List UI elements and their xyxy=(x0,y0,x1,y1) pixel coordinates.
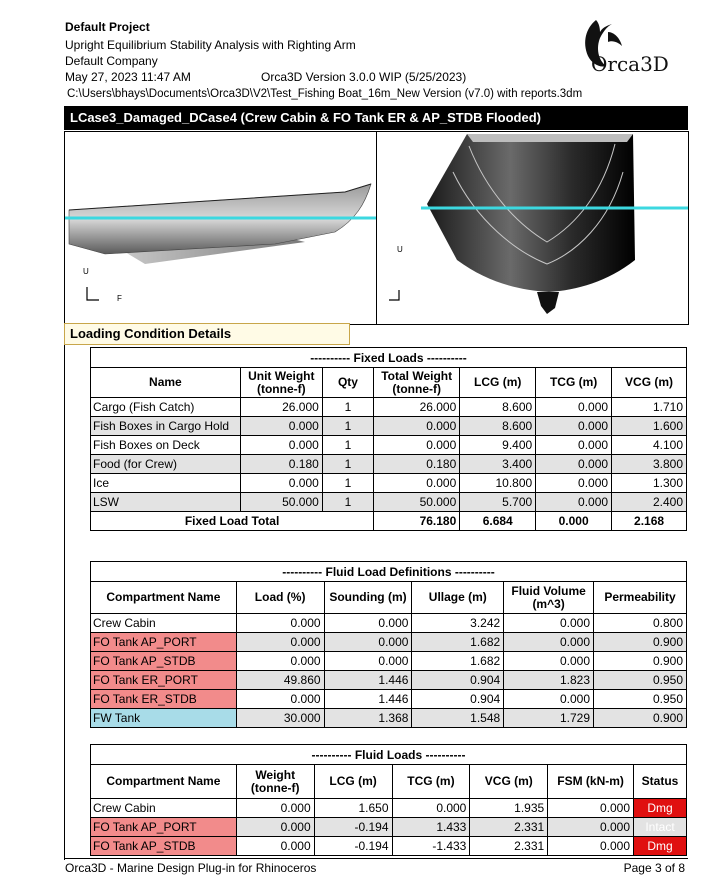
table-cell: 1.682 xyxy=(412,652,504,671)
table-cell: 2.400 xyxy=(612,493,687,512)
load-name: Fish Boxes in Cargo Hold xyxy=(91,417,241,436)
column-header: Ullage (m) xyxy=(412,582,504,614)
table-cell: -0.194 xyxy=(314,818,392,837)
compartment-name: FO Tank AP_PORT xyxy=(91,818,237,837)
table-cell: 0.000 xyxy=(236,690,324,709)
table-row xyxy=(91,436,687,455)
table-cell: 1.650 xyxy=(314,799,392,818)
column-header: Unit Weight (tonne-f) xyxy=(240,368,322,398)
table-cell: 1 xyxy=(322,474,373,493)
analysis-title: Upright Equilibrium Stability Analysis with Righting Arm xyxy=(65,38,356,52)
table-row xyxy=(91,493,687,512)
up-axis-label: U xyxy=(83,267,89,276)
table-row xyxy=(91,818,687,837)
footer-left: Orca3D - Marine Design Plug-in for Rhinoceros xyxy=(65,861,317,875)
column-header: LCG (m) xyxy=(460,368,536,398)
table-row xyxy=(91,799,687,818)
table-row xyxy=(91,614,687,633)
table-cell: 0.000 xyxy=(536,493,612,512)
table-cell: 10.800 xyxy=(460,474,536,493)
axis-icon xyxy=(389,290,399,300)
table-cell: 0.180 xyxy=(374,455,460,474)
column-header: Compartment Name xyxy=(91,765,237,799)
table-cell: 0.000 xyxy=(392,799,470,818)
compartment-name: Crew Cabin xyxy=(91,799,237,818)
table-cell: 9.400 xyxy=(460,436,536,455)
table-cell: 50.000 xyxy=(240,493,322,512)
table-cell: 0.000 xyxy=(374,436,460,455)
compartment-name: FO Tank ER_STDB xyxy=(91,690,237,709)
table-cell: 0.000 xyxy=(236,652,324,671)
axis-icon xyxy=(87,287,99,300)
column-header: FSM (kN-m) xyxy=(548,765,634,799)
table-cell: 0.904 xyxy=(412,671,504,690)
footer-rule xyxy=(64,858,688,859)
table-cell: 0.000 xyxy=(236,614,324,633)
table-cell: 8.600 xyxy=(460,398,536,417)
table-row xyxy=(91,474,687,493)
table-cell: 1.300 xyxy=(612,474,687,493)
fluid-definitions-title: ---------- Fluid Load Definitions ---------- xyxy=(91,562,687,582)
total-lcg: 6.684 xyxy=(460,512,536,531)
table-cell: 1 xyxy=(322,455,373,474)
table-cell: 8.600 xyxy=(460,417,536,436)
table-cell: 50.000 xyxy=(374,493,460,512)
table-cell: 26.000 xyxy=(240,398,322,417)
table-cell: 0.000 xyxy=(536,398,612,417)
table-cell: 0.180 xyxy=(240,455,322,474)
table-cell: 2.331 xyxy=(470,818,548,837)
fixed-loads-title: ---------- Fixed Loads ---------- xyxy=(91,348,687,368)
load-name: Fish Boxes on Deck xyxy=(91,436,241,455)
table-cell: -0.194 xyxy=(314,837,392,856)
table-cell: 0.000 xyxy=(374,474,460,493)
table-row xyxy=(91,398,687,417)
table-cell: 1 xyxy=(322,417,373,436)
total-label: Fixed Load Total xyxy=(91,512,374,531)
column-header: VCG (m) xyxy=(612,368,687,398)
column-header: LCG (m) xyxy=(314,765,392,799)
table-cell: 0.000 xyxy=(324,614,412,633)
section-rule xyxy=(64,345,65,860)
table-cell: 0.000 xyxy=(504,690,594,709)
compartment-name: Crew Cabin xyxy=(91,614,237,633)
project-name: Default Project xyxy=(65,20,150,34)
table-row xyxy=(91,417,687,436)
table-cell: 0.000 xyxy=(548,799,634,818)
table-cell: 30.000 xyxy=(236,709,324,728)
table-cell: 49.860 xyxy=(236,671,324,690)
section-title: Loading Condition Details xyxy=(64,323,350,345)
table-row xyxy=(91,633,687,652)
software-version: Orca3D Version 3.0.0 WIP (5/25/2023) xyxy=(261,70,467,84)
table-cell: -1.433 xyxy=(392,837,470,856)
column-header: Load (%) xyxy=(236,582,324,614)
column-header: VCG (m) xyxy=(470,765,548,799)
table-cell: 0.000 xyxy=(536,455,612,474)
status-badge: Intact xyxy=(634,818,687,837)
table-cell: 0.950 xyxy=(594,671,687,690)
column-header: Qty xyxy=(322,368,373,398)
column-header: Sounding (m) xyxy=(324,582,412,614)
status-badge: Dmg xyxy=(634,799,687,818)
column-header: Compartment Name xyxy=(91,582,237,614)
column-header: Permeability xyxy=(594,582,687,614)
company-name: Default Company xyxy=(65,54,158,68)
table-cell: 1.433 xyxy=(392,818,470,837)
table-cell: 2.331 xyxy=(470,837,548,856)
table-cell: 0.000 xyxy=(236,837,314,856)
compartment-name: FO Tank AP_STDB xyxy=(91,652,237,671)
table-cell: 3.242 xyxy=(412,614,504,633)
compartment-name: FO Tank AP_PORT xyxy=(91,633,237,652)
table-cell: 0.000 xyxy=(236,799,314,818)
load-name: LSW xyxy=(91,493,241,512)
table-cell: 0.000 xyxy=(324,633,412,652)
table-cell: 0.900 xyxy=(594,633,687,652)
hull-section xyxy=(427,134,635,292)
table-cell: 0.000 xyxy=(536,417,612,436)
up-axis-label: U xyxy=(397,245,403,254)
column-header: Weight (tonne-f) xyxy=(236,765,314,799)
table-cell: 1 xyxy=(322,436,373,455)
table-cell: 0.000 xyxy=(374,417,460,436)
table-cell: 26.000 xyxy=(374,398,460,417)
table-cell: 0.950 xyxy=(594,690,687,709)
table-cell: 1.682 xyxy=(412,633,504,652)
column-header: TCG (m) xyxy=(536,368,612,398)
column-header: TCG (m) xyxy=(392,765,470,799)
table-cell: 0.000 xyxy=(236,633,324,652)
table-cell: 3.400 xyxy=(460,455,536,474)
table-cell: 1.935 xyxy=(470,799,548,818)
case-title-banner: LCase3_Damaged_DCase4 (Crew Cabin & FO Tank ER & AP_STDB Flooded) xyxy=(64,106,688,130)
table-cell: 5.700 xyxy=(460,493,536,512)
table-cell: 0.900 xyxy=(594,709,687,728)
table-cell: 0.000 xyxy=(504,614,594,633)
table-cell: 0.800 xyxy=(594,614,687,633)
status-badge: Dmg xyxy=(634,837,687,856)
table-cell: 0.000 xyxy=(548,837,634,856)
table-row xyxy=(91,690,687,709)
table-row xyxy=(91,455,687,474)
table-cell: 0.000 xyxy=(548,818,634,837)
table-cell: 1.548 xyxy=(412,709,504,728)
fluid-loads-title: ---------- Fluid Loads ---------- xyxy=(91,745,687,765)
fluid-loads-table xyxy=(90,744,687,856)
table-cell: 0.000 xyxy=(324,652,412,671)
table-row xyxy=(91,671,687,690)
load-name: Cargo (Fish Catch) xyxy=(91,398,241,417)
table-cell: 3.800 xyxy=(612,455,687,474)
logo-text: Orca3D xyxy=(591,52,669,76)
table-cell: 1.600 xyxy=(612,417,687,436)
table-cell: 1.446 xyxy=(324,690,412,709)
footer-page-number: Page 3 of 8 xyxy=(623,861,685,875)
column-header: Total Weight (tonne-f) xyxy=(374,368,460,398)
total-weight: 76.180 xyxy=(374,512,460,531)
table-cell: 1.729 xyxy=(504,709,594,728)
table-cell: 0.000 xyxy=(240,436,322,455)
file-path: C:\Users\bhays\Documents\Orca3D\V2\Test_Fishing Boat_16m_New Version (v7.0) with reports.3dm xyxy=(67,88,583,100)
load-name: Ice xyxy=(91,474,241,493)
column-header: Fluid Volume (m^3) xyxy=(504,582,594,614)
table-cell: 0.000 xyxy=(236,818,314,837)
table-row xyxy=(91,652,687,671)
table-cell: 1.710 xyxy=(612,398,687,417)
table-cell: 4.100 xyxy=(612,436,687,455)
compartment-name: FW Tank xyxy=(91,709,237,728)
table-cell: 1 xyxy=(322,493,373,512)
table-cell: 0.904 xyxy=(412,690,504,709)
table-cell: 1.446 xyxy=(324,671,412,690)
table-cell: 0.000 xyxy=(504,652,594,671)
compartment-name: FO Tank ER_PORT xyxy=(91,671,237,690)
fluid-definitions-table xyxy=(90,561,687,728)
report-date: May 27, 2023 11:47 AM xyxy=(65,70,191,84)
table-row xyxy=(91,837,687,856)
table-cell: 0.000 xyxy=(240,474,322,493)
load-name: Food (for Crew) xyxy=(91,455,241,474)
table-cell: 0.000 xyxy=(504,633,594,652)
section-view xyxy=(376,131,689,325)
table-cell: 1.368 xyxy=(324,709,412,728)
compartment-name: FO Tank AP_STDB xyxy=(91,837,237,856)
column-header: Status xyxy=(634,765,687,799)
keel-fin xyxy=(537,292,559,314)
table-cell: 1 xyxy=(322,398,373,417)
table-cell: 0.900 xyxy=(594,652,687,671)
forward-axis-label: F xyxy=(117,294,122,303)
profile-view xyxy=(64,131,377,325)
table-row xyxy=(91,709,687,728)
table-cell: 0.000 xyxy=(240,417,322,436)
fixed-loads-table xyxy=(90,347,687,531)
table-cell: 0.000 xyxy=(536,474,612,493)
table-cell: 1.823 xyxy=(504,671,594,690)
total-tcg: 0.000 xyxy=(536,512,612,531)
table-cell: 0.000 xyxy=(536,436,612,455)
total-vcg: 2.168 xyxy=(612,512,687,531)
column-header: Name xyxy=(91,368,241,398)
